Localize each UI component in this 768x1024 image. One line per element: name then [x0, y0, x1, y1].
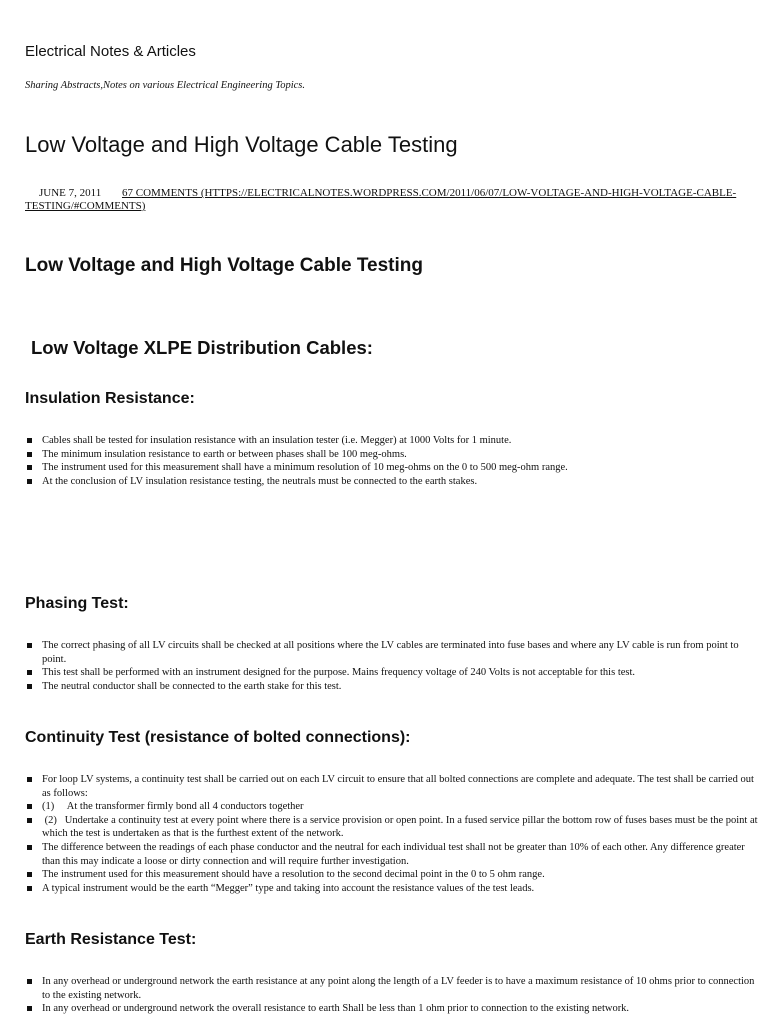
section-heading-continuity: Continuity Test (resistance of bolted connections): [25, 729, 411, 746]
list-item: The minimum insulation resistance to earth or between phases shall be 100 meg-ohms. [42, 448, 764, 462]
list-item: The neutral conductor shall be connected to the earth stake for this test. [42, 680, 764, 694]
list-item: The difference between the readings of each phase conductor and the neutral for each individual test shall not be greater than 10% of each other. Any difference greater than this may indicate a loose or dirty connection and will require further investigation. [42, 841, 764, 868]
content-heading: Low Voltage and High Voltage Cable Testing [25, 255, 423, 276]
bullet-icon [27, 670, 32, 675]
list-item: (2) Undertake a continuity test at every point where there is a service provision or open point. In a fused service pillar the bottom row of fuses bases must be the point at which the test is undertaken as that is the furthest extent of the network. [42, 814, 764, 841]
phasing-list [23, 639, 764, 693]
post-date[interactable]: JUNE 7, 2011 [39, 187, 102, 199]
list-item: This test shall be performed with an instrument designed for the purpose. Mains frequency voltage of 240 Volts is not acceptable for this test. [42, 666, 764, 680]
bullet-icon [27, 979, 32, 984]
bullet-icon [27, 886, 32, 891]
bullet-icon [27, 777, 32, 782]
list-item: The instrument used for this measurement shall have a minimum resolution of 10 meg-ohms on the 0 to 500 meg-ohm range. [42, 461, 764, 475]
bullet-icon [27, 438, 32, 443]
earth-resistance-list [23, 975, 764, 1016]
site-title[interactable]: Electrical Notes & Articles [25, 43, 196, 60]
list-item: A typical instrument would be the earth “Megger” type and taking into account the resistance values of the test leads. [42, 882, 764, 896]
section-heading-earth-resistance: Earth Resistance Test: [25, 931, 197, 948]
list-item: The correct phasing of all LV circuits shall be checked at all positions where the LV cables are terminated into fuse bases and where any LV cable is run from point to point. [42, 639, 764, 666]
list-item: (1) At the transformer firmly bond all 4 conductors together [42, 800, 764, 814]
section-title-lv-xlpe: Low Voltage XLPE Distribution Cables: [31, 337, 373, 358]
section-heading-phasing: Phasing Test: [25, 595, 129, 612]
bullet-icon [27, 804, 32, 809]
post-meta [25, 187, 745, 213]
list-item: Cables shall be tested for insulation resistance with an insulation tester (i.e. Megger) at 1000 Volts for 1 minute. [42, 434, 764, 448]
continuity-list [23, 773, 764, 895]
site-tagline: Sharing Abstracts,Notes on various Electrical Engineering Topics. [25, 80, 305, 91]
bullet-icon [27, 465, 32, 470]
insulation-list [23, 434, 764, 488]
list-item: In any overhead or underground network the overall resistance to earth Shall be less than 1 ohm prior to connection to the existing network. [42, 1002, 764, 1016]
list-item: For loop LV systems, a continuity test shall be carried out on each LV circuit to ensure that all bolted connections are complete and adequate. The test shall be carried out as follows: [42, 773, 764, 800]
bullet-icon [27, 818, 32, 823]
bullet-icon [27, 684, 32, 689]
bullet-icon [27, 1006, 32, 1011]
bullet-icon [27, 452, 32, 457]
bullet-icon [27, 845, 32, 850]
post-title: Low Voltage and High Voltage Cable Testing [25, 132, 458, 157]
list-item: At the conclusion of LV insulation resistance testing, the neutrals must be connected to the earth stakes. [42, 475, 764, 489]
list-item: In any overhead or underground network the earth resistance at any point along the length of a LV feeder is to have a maximum resistance of 10 ohms prior to connection to the existing network. [42, 975, 764, 1002]
bullet-icon [27, 872, 32, 877]
bullet-icon [27, 479, 32, 484]
section-heading-insulation: Insulation Resistance: [25, 390, 195, 407]
list-item: The instrument used for this measurement should have a resolution to the second decimal point in the 0 to 5 ohm range. [42, 868, 764, 882]
bullet-icon [27, 643, 32, 648]
comments-link[interactable]: 67 COMMENTS (HTTPS://ELECTRICALNOTES.WORDPRESS.COM/2011/06/07/LOW-VOLTAGE-AND-HIGH-VOLTAGE-CABLE-TESTING/#COMMENTS) [25, 187, 737, 212]
